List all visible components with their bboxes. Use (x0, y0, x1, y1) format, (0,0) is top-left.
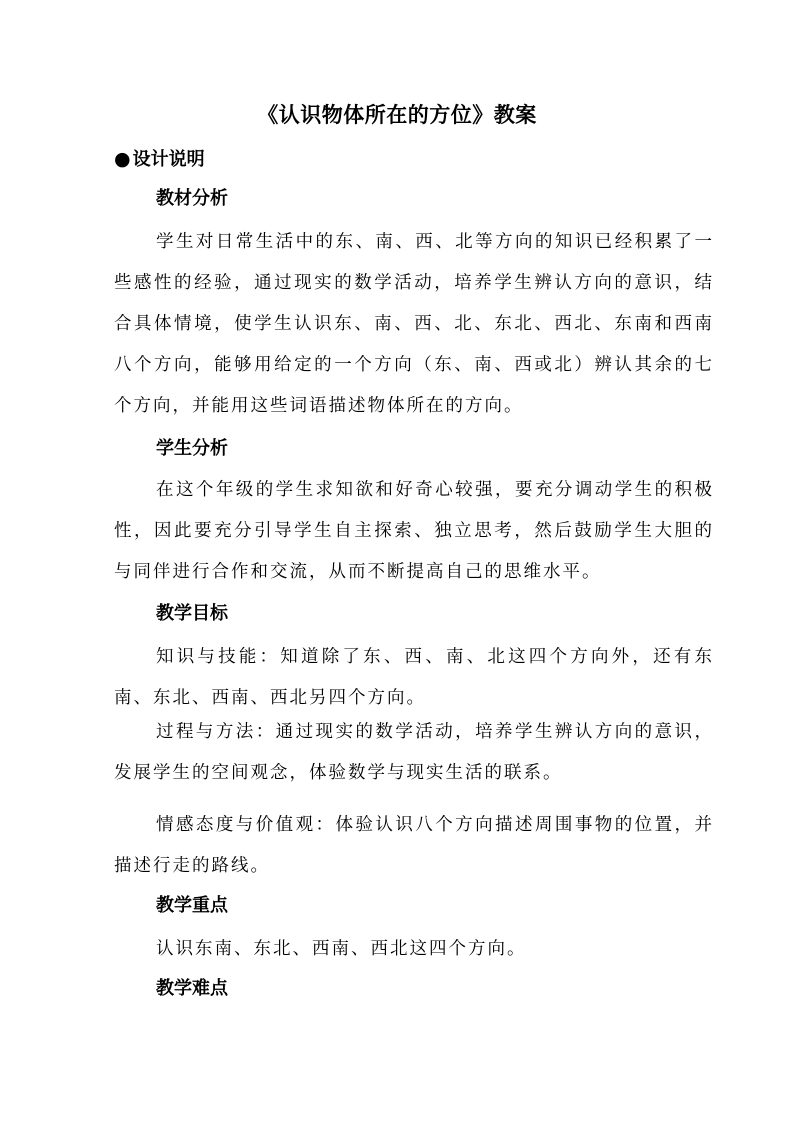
heading-key-points: 教学重点 (156, 895, 228, 916)
heading-teaching-goals: 教学目标 (156, 603, 228, 624)
heading-student-analysis: 学生分析 (156, 438, 228, 459)
section-label: 设计说明 (132, 149, 205, 170)
section-heading (114, 143, 205, 176)
bullet-icon: ● (114, 148, 131, 170)
paragraph-student-analysis: 在这个年级的学生求知欲和好奇心较强，要充分调动学生的积极性，因此要充分引导学生自主探索、独立思考，然后鼓励学生大胆的与同伴进行合作和交流，从而不断提高自己的思维水平。 (114, 480, 714, 582)
heading-textbook-analysis: 教材分析 (156, 188, 228, 209)
heading-difficulties: 教学难点 (156, 978, 228, 999)
document-title: 《认识物体所在的方位》教案 (257, 103, 537, 127)
paragraph-goal-knowledge: 知识与技能：知道除了东、西、南、北这四个方向外，还有东南、东北、西南、西北另四个方向。 (114, 647, 714, 708)
paragraph-key-points: 认识东南、东北、西南、西北这四个方向。 (156, 939, 527, 959)
paragraph-goal-process: 过程与方法：通过现实的数学活动，培养学生辨认方向的意识，发展学生的空间观念，体验数学与现实生活的联系。 (114, 722, 714, 783)
paragraph-textbook-analysis: 学生对日常生活中的东、南、西、北等方向的知识已经积累了一些感性的经验，通过现实的数学活动，培养学生辨认方向的意识，结合具体情境，使学生认识东、南、西、北、东北、西北、东南和西南八个方向，能够用给定的一个方向（东、南、西或北）辨认其余的七个方向，并能用这些词语描述物体所在的方向。 (114, 232, 714, 416)
paragraph-goal-attitude: 情感态度与价值观：体验认识八个方向描述周围事物的位置，并描述行走的路线。 (114, 815, 714, 876)
